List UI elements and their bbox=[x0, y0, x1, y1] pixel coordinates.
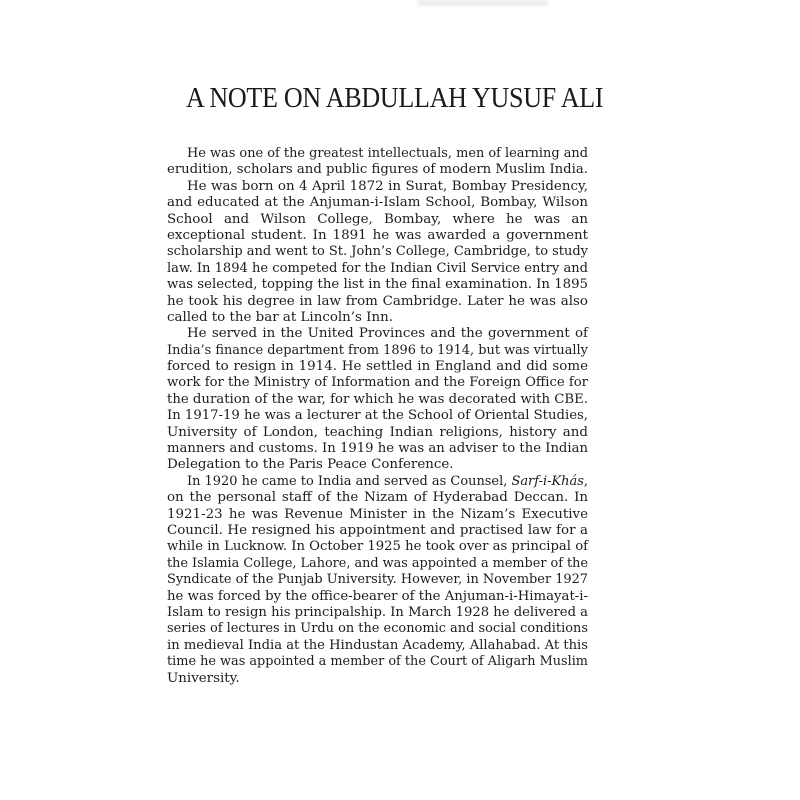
text-line: In 1917-19 he was a lecturer at the School of Oriental Studies, bbox=[167, 408, 588, 424]
text-line: he was forced by the office-bearer of the Anjuman-i-Himayat-i- bbox=[167, 588, 588, 604]
text-line: was selected, topping the list in the final examination. In 1895 bbox=[167, 277, 588, 293]
text-line: University. bbox=[167, 670, 240, 686]
text-line: manners and customs. In 1919 he was an adviser to the Indian bbox=[167, 441, 588, 457]
text-line: series of lectures in Urdu on the economic and social conditions bbox=[167, 621, 588, 637]
text-line: while in Lucknow. In October 1925 he took over as principal of bbox=[167, 539, 589, 555]
page-title: A NOTE ON ABDULLAH YUSUF ALI bbox=[186, 83, 604, 114]
text-line: forced to resign in 1914. He settled in England and did some bbox=[167, 359, 588, 375]
text-segment: In 1920 he came to India and served as Counsel, bbox=[186, 473, 512, 489]
text-line: He served in the United Provinces and the government of bbox=[187, 326, 588, 342]
text-line: India’s finance department from 1896 to 1914, but was virtually bbox=[167, 342, 588, 358]
text-line: University of London, teaching Indian religions, history and bbox=[167, 424, 588, 440]
text-line: School and Wilson College, Bombay, where he was an bbox=[167, 211, 588, 227]
text-line: time he was appointed a member of the Court of Aligarh Muslim bbox=[167, 654, 588, 670]
text-line: the Islamia College, Lahore, and was appointed a member of the bbox=[167, 555, 589, 571]
text-line: in medieval India at the Hindustan Academy, Allahabad. At this bbox=[167, 637, 588, 653]
text-segment: , bbox=[583, 473, 588, 489]
italic-term: Sarf-i-Khás bbox=[511, 473, 584, 489]
text-line: Islam to resign his principalship. In March 1928 he delivered a bbox=[167, 604, 588, 620]
text-line: erudition, scholars and public figures of modern Muslim India. bbox=[167, 162, 588, 178]
text-line: he took his degree in law from Cambridge. Later he was also bbox=[167, 293, 588, 309]
text-line: He was one of the greatest intellectuals, men of learning and bbox=[186, 146, 588, 161]
show-through-smudge bbox=[418, 0, 548, 6]
text-line: Syndicate of the Punjab University. However, in November 1927 bbox=[167, 572, 589, 588]
text-line: exceptional student. In 1891 he was awarded a government bbox=[167, 227, 588, 243]
text-line: Delegation to the Paris Peace Conference. bbox=[167, 457, 454, 473]
text-line: Council. He resigned his appointment and practised law for a bbox=[167, 522, 588, 538]
text-line: called to the bar at Lincoln’s Inn. bbox=[167, 309, 393, 325]
text-line bbox=[167, 474, 588, 490]
text-line: 1921-23 he was Revenue Minister in the Nizam’s Executive bbox=[167, 506, 588, 522]
text-line: and educated at the Anjuman-i-Islam School, Bombay, Wilson bbox=[167, 195, 588, 211]
body-text bbox=[167, 146, 588, 687]
text-line: on the personal staff of the Nizam of Hyderabad Deccan. In bbox=[167, 490, 588, 506]
text-line: He was born on 4 April 1872 in Surat, Bombay Presidency, bbox=[187, 178, 588, 194]
text-line: work for the Ministry of Information and the Foreign Office for bbox=[167, 375, 588, 391]
text-line: law. In 1894 he competed for the Indian Civil Service entry and bbox=[167, 260, 589, 276]
text-line: the duration of the war, for which he was decorated with CBE. bbox=[167, 391, 588, 407]
text-line: scholarship and went to St. John’s College, Cambridge, to study bbox=[167, 244, 589, 260]
